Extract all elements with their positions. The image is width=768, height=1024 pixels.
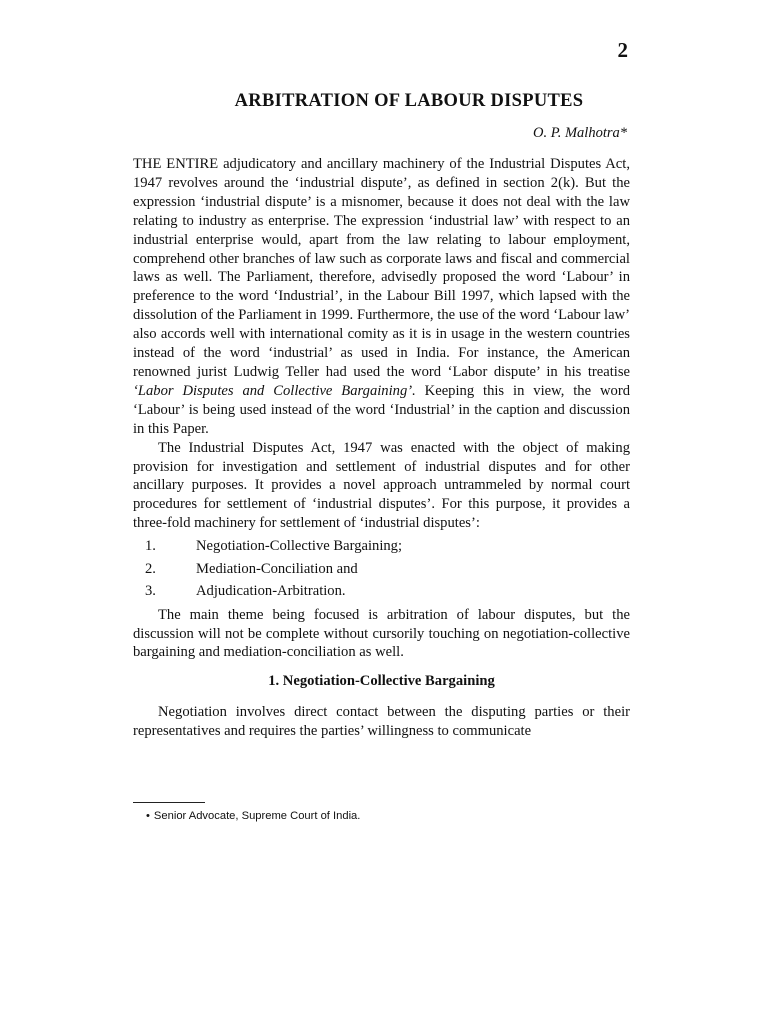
paragraph-2: The Industrial Disputes Act, 1947 was enacted with the object of making provision for investigation and settlement of industrial disputes and for other ancillary purposes. It provides a novel approach untrammeled by normal court procedures for settlement of ‘industrial disputes’. For this purpose, it provides a three-fold machinery for settlement of ‘industrial disputes’: [133, 439, 630, 532]
paragraph-1-tail: Keeping this in view, the word ‘Labour’ is being used instead of the word ‘Industrial’ in the caption and discussion in this Paper. [133, 382, 630, 437]
machinery-list [133, 535, 630, 603]
article-body [133, 155, 630, 741]
footnote [146, 810, 360, 822]
treatise-title: ‘Labor Disputes and Collective Bargaining’. [133, 382, 416, 399]
list-item-text: Negotiation-Collective Bargaining; [196, 538, 403, 555]
list-item [133, 580, 630, 603]
page-number: 2 [617, 38, 628, 62]
list-item [133, 558, 630, 581]
footnote-divider [133, 802, 205, 803]
paragraph-1 [133, 155, 630, 439]
section-heading: 1. Negotiation-Collective Bargaining [268, 673, 495, 690]
footnote-marker: • [146, 810, 150, 822]
list-item-text: Mediation-Conciliation and [196, 560, 358, 577]
paragraph-1-lead: THE ENTIRE adjudicatory and ancillary machinery of the Industrial Disputes Act, 1947 revolves around the ‘industrial dispute’, as defined in section 2(k). But the expression ‘industrial dispute’ is a misnomer, because it does not deal with the law relating to industry as enterprise. The expression ‘industrial law’ with respect to an industrial enterprise would, apart from the law relating to labour employment, comprehend other branches of law such as corporate laws and fiscal and commercial laws as well. The Parliament, therefore, advisedly proposed the word ‘Labour’ in preference to the word ‘Industrial’, in the Labour Bill 1997, which lapsed with the dissolution of the Parliament in 1999. Furthermore, the use of the word ‘Labour law’ also accords well with international comity as it is in usage in the western countries instead of the word ‘industrial’ as used in India. For instance, the American renowned jurist Ludwig Teller had used the word ‘Labor dispute’ in his treatise [133, 156, 630, 380]
list-item-number: 1. [145, 538, 156, 555]
list-item [133, 535, 630, 558]
paragraph-4: Negotiation involves direct contact between the disputing parties or their representatives and requires the parties’ willingness to communicate [133, 704, 630, 740]
article-title: ARBITRATION OF LABOUR DISPUTES [234, 91, 584, 111]
list-item-number: 2. [145, 560, 156, 577]
paragraph-3: The main theme being focused is arbitration of labour disputes, but the discussion will not be complete without cursorily touching on negotiation-collective bargaining and mediation-conciliation as well. [133, 606, 630, 661]
author-name: O. P. Malhotra* [533, 125, 627, 141]
list-item-number: 3. [145, 583, 156, 600]
footnote-text: Senior Advocate, Supreme Court of India. [153, 810, 361, 822]
list-item-text: Adjudication-Arbitration. [196, 583, 346, 600]
